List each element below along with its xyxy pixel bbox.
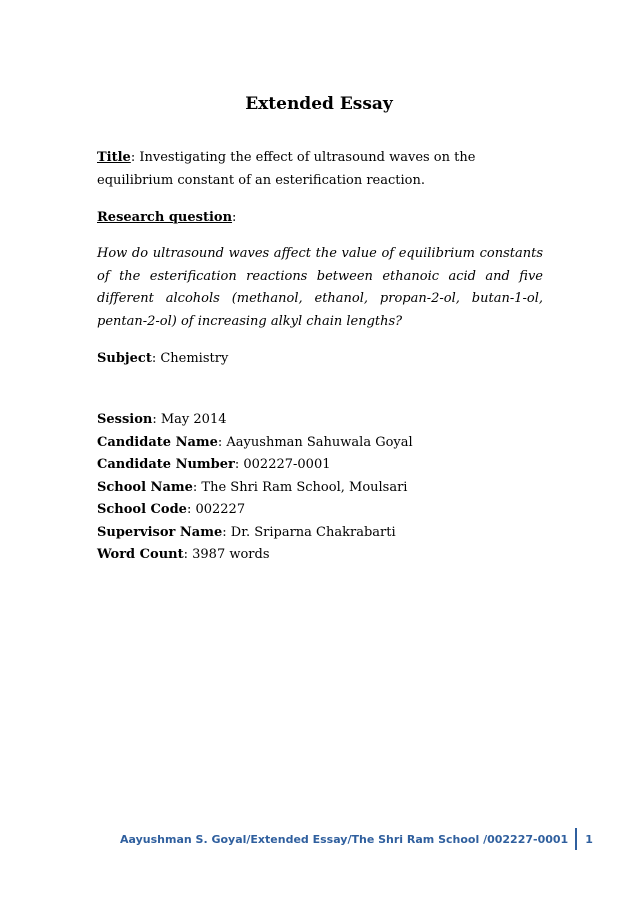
research-question-heading: Research question:	[97, 210, 237, 225]
subject-label: Subject	[97, 351, 152, 366]
detail-label: Supervisor Name	[97, 524, 223, 540]
title-text: Investigating the effect of ultrasound waves on the equilibrium constant of an esterification reaction.	[97, 150, 476, 188]
footer-text: Aayushman S. Goyal/Extended Essay/The Shri Ram School /002227-0001	[120, 832, 569, 846]
page-title: Extended Essay	[245, 94, 393, 114]
detail-candidate-name: Candidate Name: Aayushman Sahuwala Goyal	[97, 434, 413, 450]
detail-school-code: School Code: 002227	[97, 502, 246, 517]
detail-label: School Code	[97, 502, 187, 517]
detail-label: Word Count	[97, 547, 184, 562]
title-section: Title: Investigating the effect of ultrasound waves on the equilibrium constant of an esterification reaction.	[97, 150, 476, 188]
detail-value: 3987 words	[192, 547, 270, 562]
detail-value: 002227-0001	[243, 457, 331, 472]
research-question-text: How do ultrasound waves affect the value of equilibrium constants of the esterification reactions between ethanoic acid and five different alcohols (methanol, ethanol, propan-2-ol, butan-1-ol, pentan-2-ol) of increasing alkyl chain lengths?	[97, 246, 543, 329]
detail-label: Candidate Name	[97, 434, 218, 450]
detail-value: Aayushman Sahuwala Goyal	[226, 434, 413, 450]
detail-label: Candidate Number	[97, 457, 235, 472]
detail-label: School Name	[97, 479, 193, 495]
detail-candidate-number: Candidate Number: 002227-0001	[97, 457, 331, 472]
subject-line: Subject: Chemistry	[97, 351, 229, 366]
detail-supervisor-name: Supervisor Name: Dr. Sriparna Chakrabarti	[97, 524, 396, 540]
candidate-details	[97, 409, 543, 567]
detail-value: 002227	[195, 502, 246, 517]
detail-label: Session	[97, 412, 153, 427]
research-question-label: Research question	[97, 210, 233, 225]
page-number: 1	[585, 832, 593, 846]
detail-value: May 2014	[160, 412, 227, 427]
detail-value: Dr. Sriparna Chakrabarti	[230, 524, 396, 540]
detail-session: Session: May 2014	[97, 412, 227, 427]
detail-value: The Shri Ram School, Moulsari	[201, 479, 408, 495]
title-label: Title	[97, 150, 131, 165]
detail-school-name: School Name: The Shri Ram School, Moulsari	[97, 479, 408, 495]
footer-separator	[575, 828, 577, 850]
subject-value: Chemistry	[160, 351, 229, 366]
detail-word-count: Word Count: 3987 words	[97, 547, 270, 562]
page-footer	[120, 828, 593, 850]
